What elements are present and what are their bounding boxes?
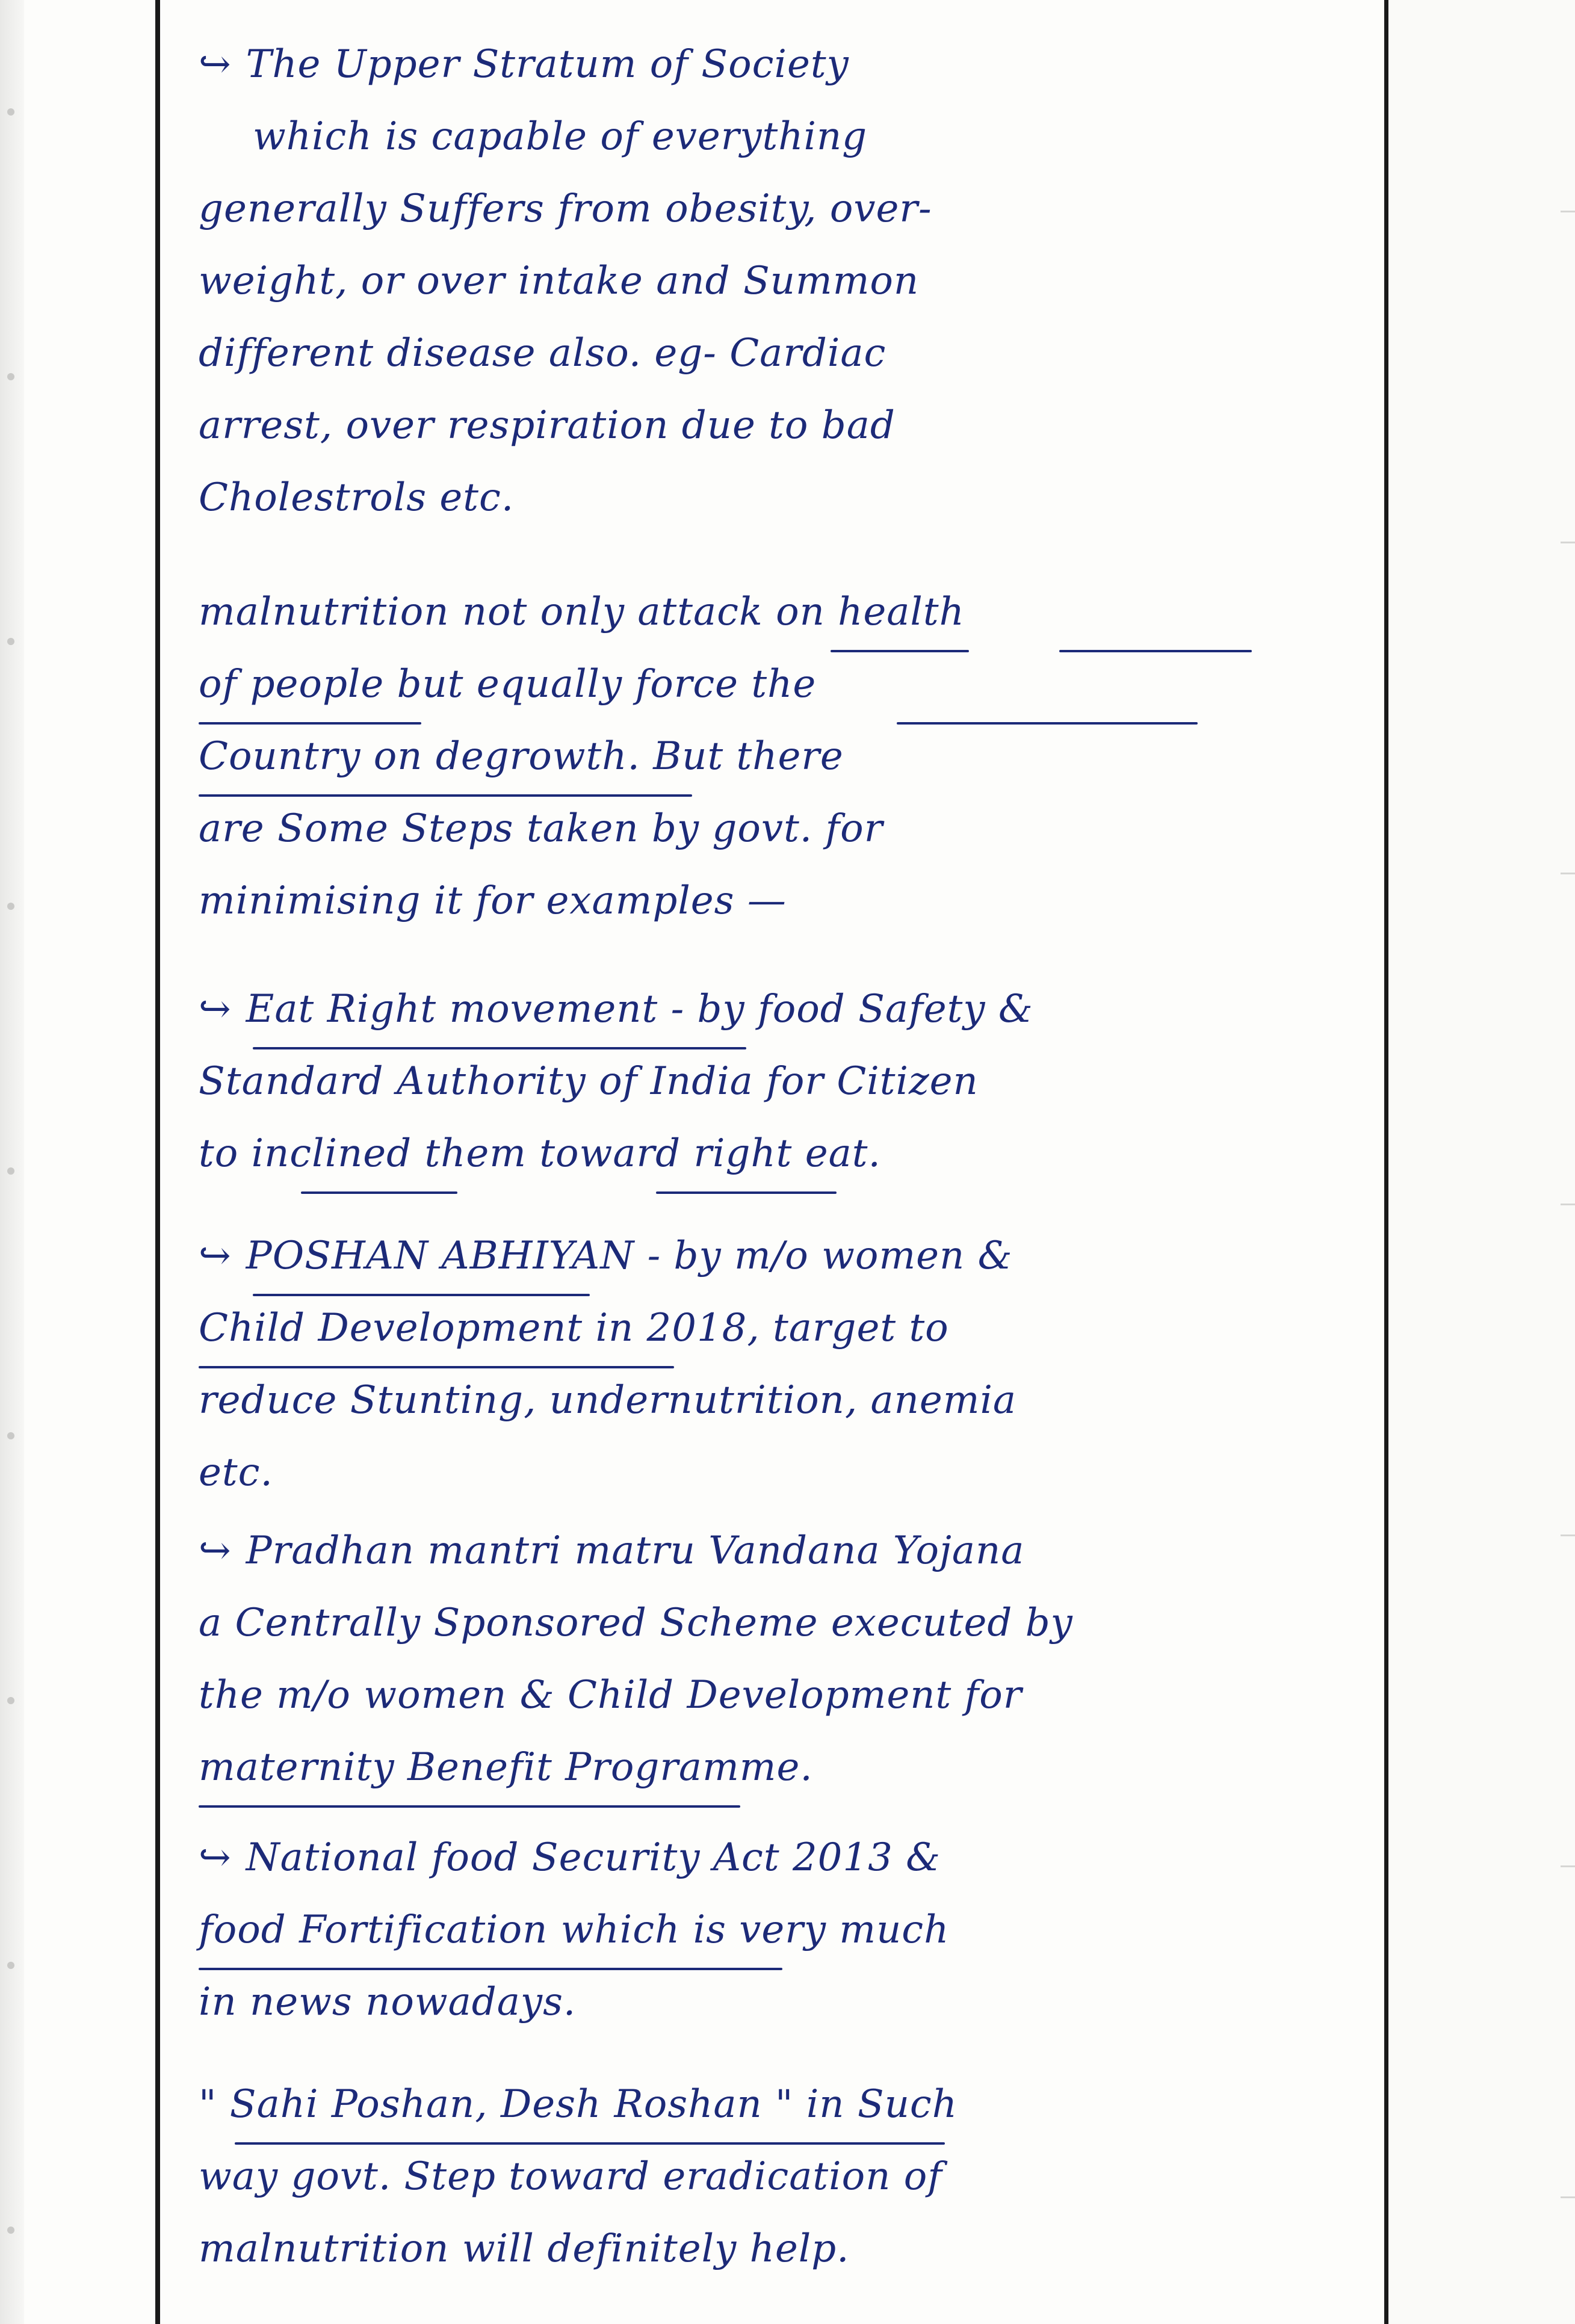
note-line: are Some Steps taken by govt. for [199, 806, 883, 851]
note-line: malnutrition not only attack on health [199, 590, 965, 634]
note-line: a Centrally Sponsored Scheme executed by [199, 1601, 1073, 1645]
note-line: maternity Benefit Programme. [199, 1745, 813, 1790]
note-text: The Upper Stratum of Society [246, 42, 849, 87]
bullet-arrow-icon: ↪ [199, 1234, 232, 1278]
note-text: Eat Right movement - by food Safety & [246, 987, 1033, 1031]
binding-hole [7, 2227, 14, 2234]
margin-tick [1561, 211, 1575, 212]
underline [897, 722, 1198, 725]
note-line: way govt. Step toward eradication of [199, 2154, 942, 2199]
underline [253, 1047, 746, 1049]
binding-hole [7, 903, 14, 910]
note-line: different disease also. eg- Cardiac [199, 331, 887, 375]
binding-hole [7, 108, 14, 116]
note-line: the m/o women & Child Development for [199, 1673, 1023, 1717]
note-line [199, 987, 1033, 1031]
note-text: Pradhan mantri matru Vandana Yojana [246, 1528, 1025, 1573]
note-line: in news nowadays. [199, 1980, 577, 2024]
note-line: Standard Authority of India for Citizen [199, 1059, 979, 1104]
margin-tick [1561, 542, 1575, 543]
underline [199, 722, 421, 725]
binding-hole [7, 1432, 14, 1439]
note-line: to inclined them toward right eat. [199, 1131, 881, 1176]
note-line: Cholestrols etc. [199, 475, 515, 520]
note-line: Child Development in 2018, target to [199, 1306, 949, 1350]
margin-tick [1561, 2196, 1575, 2198]
binding-hole [7, 373, 14, 380]
note-line: food Fortification which is very much [199, 1908, 950, 1952]
note-line: Country on degrowth. But there [199, 734, 844, 779]
underline [253, 1294, 590, 1296]
page-binding [0, 0, 24, 2324]
underline [301, 1191, 457, 1194]
underline [831, 650, 969, 652]
underline [199, 1805, 740, 1808]
margin-tick [1561, 1865, 1575, 1867]
note-line [199, 1234, 1013, 1278]
bullet-arrow-icon: ↪ [199, 42, 232, 87]
note-line [199, 42, 849, 87]
binding-hole [7, 1167, 14, 1175]
note-line: weight, or over intake and Summon [199, 259, 920, 303]
bullet-arrow-icon: ↪ [199, 1835, 232, 1880]
binding-hole [7, 1962, 14, 1969]
bullet-arrow-icon: ↪ [199, 987, 232, 1031]
note-line: of people but equally force the [199, 662, 817, 706]
note-line: generally Suffers from obesity, over- [199, 187, 932, 231]
left-margin-line [155, 0, 160, 2324]
note-line: which is capable of everything [253, 114, 868, 159]
note-text: POSHAN ABHIYAN - by m/o women & [246, 1234, 1013, 1278]
note-line: " Sahi Poshan, Desh Roshan " in Such [199, 2082, 958, 2127]
underline [1059, 650, 1252, 652]
note-text: National food Security Act 2013 & [246, 1835, 941, 1880]
note-line [199, 1835, 941, 1880]
note-line: reduce Stunting, undernutrition, anemia [199, 1378, 1017, 1423]
underline [199, 1968, 782, 1970]
note-line: arrest, over respiration due to bad [199, 403, 896, 448]
note-line: etc. [199, 1450, 273, 1495]
binding-hole [7, 638, 14, 645]
binding-hole [7, 1697, 14, 1704]
margin-tick [1561, 1534, 1575, 1536]
underline [199, 1366, 674, 1368]
bullet-arrow-icon: ↪ [199, 1528, 232, 1573]
margin-tick [1561, 873, 1575, 874]
underline [199, 794, 692, 797]
right-margin-line [1384, 0, 1388, 2324]
note-line: minimising it for examples — [199, 879, 787, 923]
underline [235, 2142, 945, 2145]
margin-tick [1561, 1204, 1575, 1205]
right-margin-strip [1388, 0, 1575, 2324]
handwritten-notes [199, 24, 1366, 2299]
note-line: malnutrition will definitely help. [199, 2227, 850, 2271]
underline [656, 1191, 837, 1194]
note-line [199, 1528, 1024, 1573]
